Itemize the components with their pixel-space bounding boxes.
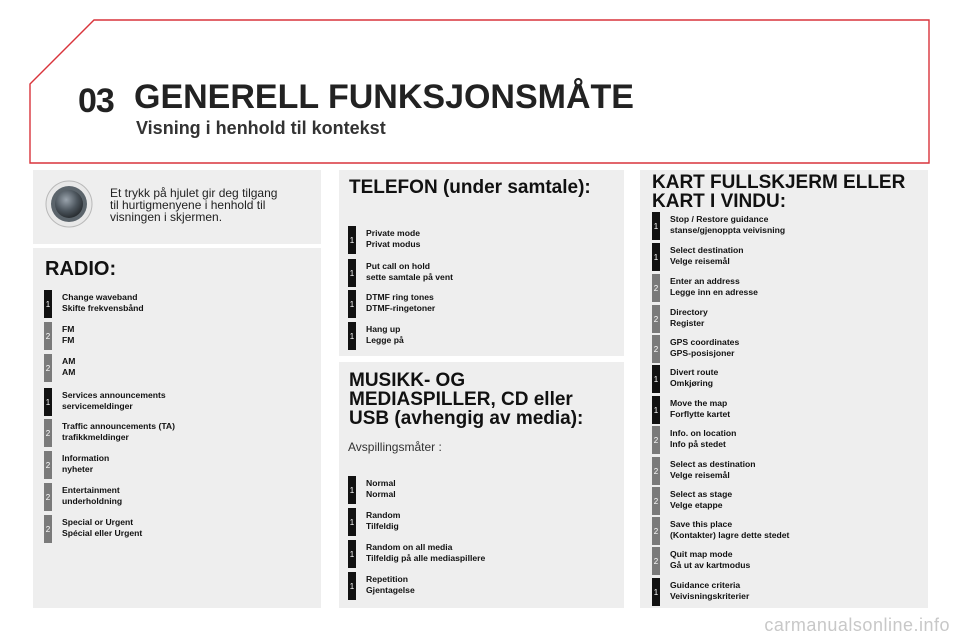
item-label-en: Stop / Restore guidance [670, 214, 769, 224]
level-badge: 1 [652, 243, 660, 271]
item-label-no: Legge inn en adresse [670, 286, 758, 297]
item-label-en: Divert route [670, 367, 719, 377]
item-label-en: Special or Urgent [62, 517, 134, 527]
level-badge: 1 [348, 290, 356, 318]
item-label-en: Normal [366, 478, 396, 488]
radio-title: RADIO: [45, 258, 117, 280]
item-label-no: Velge reisemål [670, 469, 730, 480]
item-label-no: Gjentagelse [366, 584, 415, 595]
level-badge: 2 [652, 517, 660, 545]
item-label-no: stanse/gjenoppta veivisning [670, 224, 786, 235]
item-label-en: Select destination [670, 245, 744, 255]
music-title [349, 371, 583, 428]
music-title-line: MUSIKK- OG [349, 370, 466, 391]
playback-modes-note: Avspillingsmåter : [348, 440, 442, 454]
item-label-en: Entertainment [62, 485, 120, 495]
level-badge: 2 [44, 354, 52, 382]
level-badge: 1 [348, 572, 356, 600]
item-label-en: Move the map [670, 398, 728, 408]
rotary-knob-icon [45, 180, 93, 228]
phone-title: TELEFON (under samtale): [349, 177, 591, 198]
level-badge: 2 [652, 274, 660, 302]
item-label-no: trafikkmeldinger [62, 431, 129, 442]
item-label-no: Omkjøring [670, 377, 713, 388]
item-label-en: Select as stage [670, 489, 733, 499]
level-badge: 2 [44, 515, 52, 543]
item-label-en: Change waveband [62, 292, 138, 302]
item-label-en: Private mode [366, 228, 420, 238]
intro-text [110, 187, 277, 223]
level-badge: 1 [44, 388, 52, 416]
item-label-en: Quit map mode [670, 549, 733, 559]
level-badge: 1 [348, 476, 356, 504]
page-subtitle: Visning i henhold til kontekst [136, 118, 386, 138]
page-title: GENERELL FUNKSJONSMÅTE [134, 78, 634, 116]
item-label-no: nyheter [62, 463, 94, 474]
level-badge: 1 [348, 322, 356, 350]
intro-line: Et trykk på hjulet gir deg tilgang [110, 186, 278, 200]
item-label-no: (Kontakter) lagre dette stedet [670, 529, 790, 540]
item-label-no: Register [670, 317, 705, 328]
map-panel [640, 170, 928, 608]
music-title-line: USB (avhengig av media): [349, 408, 584, 429]
watermark: carmanualsonline.info [764, 615, 950, 635]
item-label-no: Skifte frekvensbånd [62, 302, 144, 313]
item-label-no: servicemeldinger [62, 400, 133, 411]
level-badge: 1 [348, 226, 356, 254]
item-label-en: Random [366, 510, 401, 520]
item-label-no: FM [62, 334, 75, 345]
intro-line: visningen i skjermen. [110, 210, 223, 224]
item-label-en: Put call on hold [366, 261, 430, 271]
item-label-en: GPS coordinates [670, 337, 740, 347]
level-badge: 1 [348, 508, 356, 536]
item-label-en: Information [62, 453, 110, 463]
level-badge: 1 [652, 578, 660, 606]
item-label-no: DTMF-ringetoner [366, 302, 436, 313]
chapter-number: 03 [78, 82, 114, 120]
level-badge: 2 [44, 483, 52, 511]
item-label-no: Forflytte kartet [670, 408, 731, 419]
item-label-no: underholdning [62, 495, 123, 506]
music-title-line: MEDIASPILLER, CD eller [349, 389, 573, 410]
level-badge: 2 [652, 547, 660, 575]
item-label-no: sette samtale på vent [366, 271, 453, 282]
item-label-en: Random on all media [366, 542, 453, 552]
item-label-no: Tilfeldig på alle mediaspillere [366, 552, 486, 563]
map-title-line: KART I VINDU: [652, 191, 787, 212]
item-label-en: Services announcements [62, 390, 166, 400]
item-label-no: Tilfeldig [366, 520, 399, 531]
item-label-no: Gå ut av kartmodus [670, 559, 751, 570]
level-badge: 2 [652, 305, 660, 333]
item-label-en: Select as destination [670, 459, 756, 469]
level-badge: 1 [348, 540, 356, 568]
item-label-en: DTMF ring tones [366, 292, 434, 302]
item-label-en: Guidance criteria [670, 580, 741, 590]
item-label-no: Privat modus [366, 238, 421, 249]
level-badge: 1 [652, 212, 660, 240]
item-label-no: Info på stedet [670, 438, 726, 449]
item-label-no: AM [62, 366, 76, 377]
item-label-no: Velge etappe [670, 499, 723, 510]
intro-line: til hurtigmenyene i henhold til [110, 198, 266, 212]
level-badge: 2 [44, 451, 52, 479]
map-title [652, 173, 905, 211]
level-badge: 2 [44, 419, 52, 447]
item-label-en: Info. on location [670, 428, 737, 438]
level-badge: 1 [348, 259, 356, 287]
item-label-en: FM [62, 324, 75, 334]
item-label-en: Save this place [670, 519, 733, 529]
level-badge: 2 [652, 487, 660, 515]
item-label-en: AM [62, 356, 76, 366]
level-badge: 2 [652, 426, 660, 454]
item-label-no: Spécial eller Urgent [62, 527, 143, 538]
item-label-en: Repetition [366, 574, 409, 584]
level-badge: 1 [652, 365, 660, 393]
item-label-en: Traffic announcements (TA) [62, 421, 176, 431]
item-label-no: Normal [366, 488, 396, 499]
level-badge: 1 [44, 290, 52, 318]
item-label-en: Hang up [366, 324, 401, 334]
item-label-en: Enter an address [670, 276, 740, 286]
item-label-no: Veivisningskriterier [670, 590, 750, 601]
level-badge: 1 [652, 396, 660, 424]
item-label-no: Velge reisemål [670, 255, 730, 266]
level-badge: 2 [652, 335, 660, 363]
level-badge: 2 [44, 322, 52, 350]
item-label-en: Directory [670, 307, 708, 317]
level-badge: 2 [652, 457, 660, 485]
item-label-no: Legge på [366, 334, 404, 345]
item-label-no: GPS-posisjoner [670, 347, 735, 358]
map-title-line: KART FULLSKJERM ELLER [652, 172, 906, 193]
